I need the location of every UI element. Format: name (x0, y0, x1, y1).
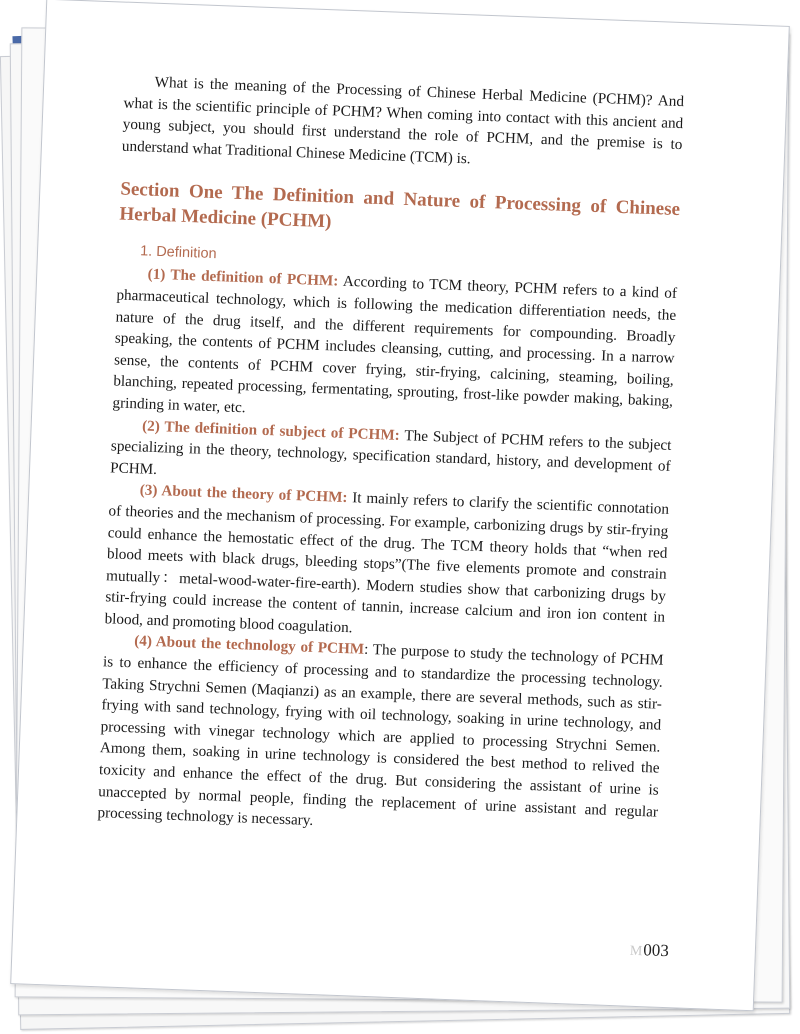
page-number-value: 003 (643, 940, 670, 961)
term-label: (2) The definition of subject of PCHM: (141, 417, 401, 444)
page-content (97, 71, 684, 845)
term-label: (1) The definition of PCHM: (147, 265, 339, 290)
paragraph-text: : The purpose to study the technology of PCHM is to enhance the efficiency of processing and to standardize the processing technology. Taking Strychni Semen (Maqianzi) as an example, there are several methods, such as stir-frying with sand technology, frying with oil technology, soaking in urine technology, and processing with vinegar technology which are applied to processing Strychni Semen. Among them, soaking in urine technology is considered the best method to relived the toxicity and enhance the effect of the drug. But considering the assistant of urine is unaccepted by normal people, finding the replacement of urine assistant and regular processing technology is necessary. (97, 641, 664, 830)
paragraph-text: It mainly refers to clarify the scientific connotation of theories and the mechanism of processing. For example, carbonizing drugs by stir-frying could enhance the hemostatic effect of the drug. The TCM theory holds that “when red blood meets with black drugs, bleeding stops”(The five elements promote and constrain mutually：metal-wood-water-fire-earth). Modern studies show that carbonizing drugs by stir-frying could increase the content of tannin, increase calcium and iron ion content in blood, and promoting blood coagulation. (104, 489, 670, 637)
page-number-prefix: M (629, 943, 643, 960)
paragraph-theory (104, 479, 669, 651)
paragraph-text: According to TCM theory, PCHM refers to a kind of pharmaceutical technology, which is following the medication differentiation needs, the nature of the drug itself, and the different requirements for compounding. Broadly speaking, the contents of PCHM includes cleansing, cutting, and processing. In a narrow sense, the contents of PCHM cover frying, stir-frying, calcining, steaming, boiling, blanching, repeated processing, fermentating, sprouting, frost-like powder making, baking, grinding in water, etc. (112, 272, 678, 417)
paragraph-definition-pchm (112, 263, 677, 435)
intro-paragraph: What is the meaning of the Processing of Chinese Herbal Medicine (PCHM)? And what is the scientific principle of PCHM? When coming into contact with this ancient and young subject, you should first understand the role of PCHM, and the premise is to understand what Traditional Chinese Medicine (TCM) is. (121, 73, 685, 168)
page-number (630, 940, 670, 961)
paragraph-text: The Subject of PCHM refers to the subject specializing in the theory, technology, specification standard, history, and development of PCHM. (109, 426, 672, 478)
section-title: Section One The Definition and Nature of Processing of Chinese Herbal Medicine (PCHM) (119, 178, 681, 233)
term-label: (4) About the technology of PCHM (133, 632, 365, 659)
document-page (10, 0, 790, 1011)
paragraph-technology (97, 630, 664, 845)
subsection-title: 1. Definition (139, 243, 217, 263)
term-label: (3) About the theory of PCHM: (139, 481, 348, 507)
